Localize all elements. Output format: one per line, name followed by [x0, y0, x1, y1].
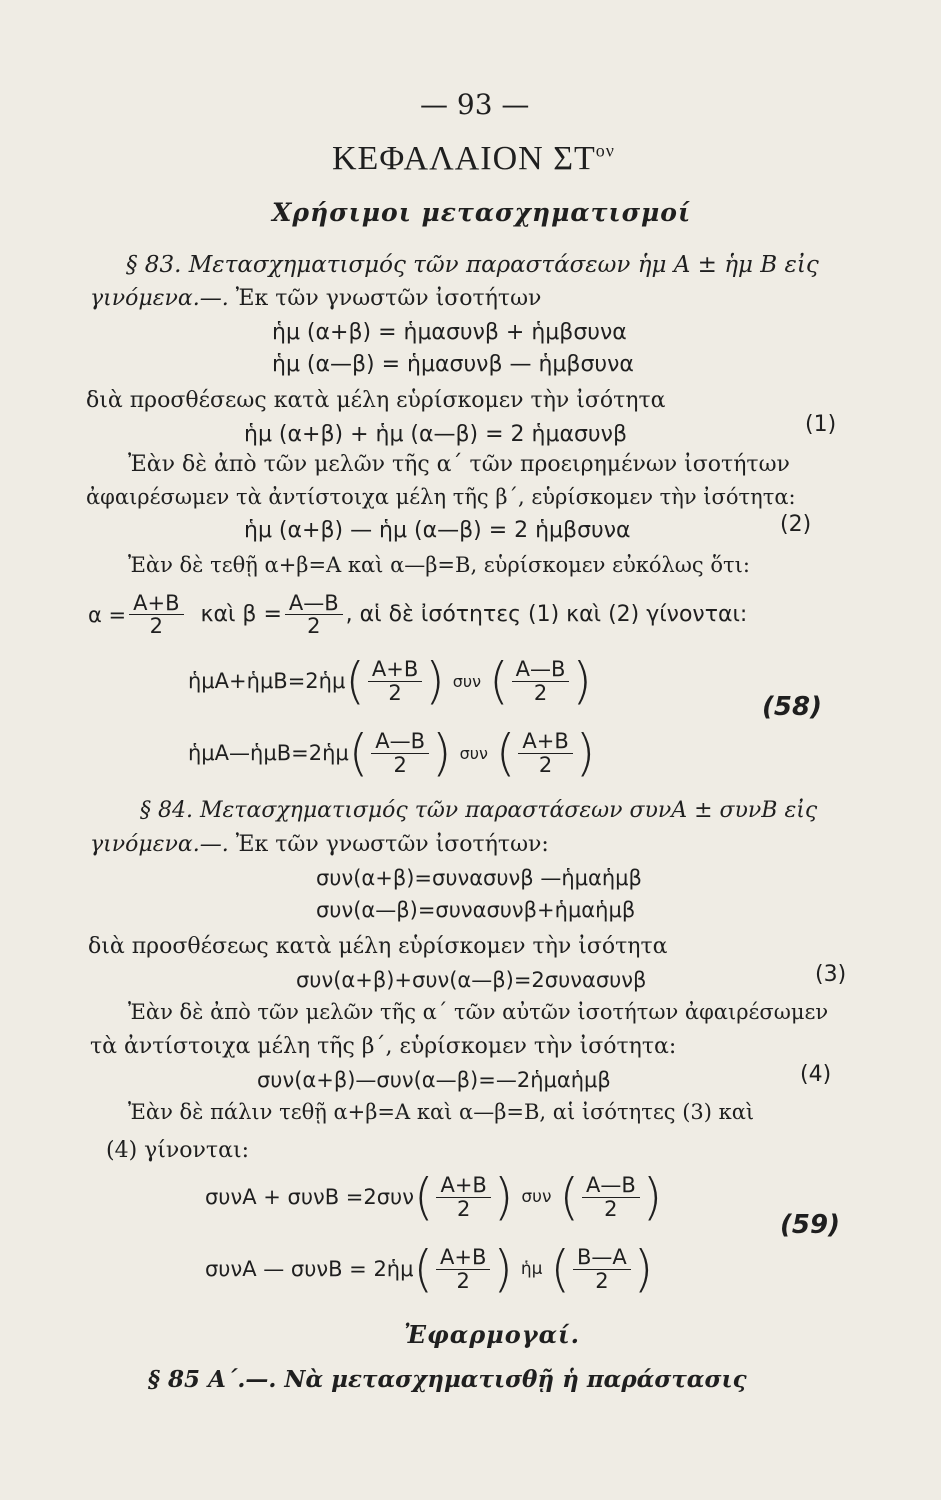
formula-59b-lhs: συνΑ — συνΒ = 2ἡμ — [205, 1257, 414, 1281]
numerator: Α+Β — [518, 730, 572, 753]
s84-eq3-number: (3) — [815, 962, 847, 987]
hm-label: ἡμ — [520, 1259, 543, 1279]
formula-59-label: (59) — [780, 1210, 840, 1240]
s83-set-line: Ἐὰν δὲ τεθῇ α+β=Α καὶ α—β=Β, εὑρίσκομεν εὐκόλως ὅτι: — [128, 553, 750, 577]
numerator: Α+Β — [368, 658, 422, 681]
denominator: 2 — [149, 614, 163, 639]
numerator: Α+Β — [129, 592, 183, 615]
s85-heading: § 85 Α΄.—. Νὰ μετασχηματισθῇ ἡ παράστασις — [148, 1366, 747, 1393]
fraction-a-plus-b — [368, 658, 422, 703]
s84-set-line2: (4) γίνονται: — [106, 1138, 249, 1163]
s83-heading-cont — [90, 286, 541, 311]
fraction-a-minus-b — [582, 1174, 640, 1219]
s84-add-line: διὰ προσθέσεως κατὰ μέλη εὑρίσκομεν τὴν ἰσότητα — [88, 934, 668, 959]
s84-identity-diff: συν(α—β)=συνασυνβ+ἡμαἡμβ — [316, 898, 636, 922]
denominator: 2 — [604, 1196, 618, 1221]
alpha-eq: α = — [88, 602, 127, 627]
s83-eq1-number: (1) — [805, 412, 837, 437]
s84-eq3: συν(α+β)+συν(α—β)=2συνασυνβ — [296, 968, 647, 992]
chapter-title-text: ΚΕΦΑΛΑΙΟΝ ΣΤ — [332, 140, 596, 177]
numerator: Α—Β — [512, 658, 570, 681]
s83-tail: , αἱ δὲ ἰσότητες (1) καὶ (2) γίνονται: — [345, 602, 748, 628]
s84-eq4: συν(α+β)—συν(α—β)=—2ἡμαἡμβ — [257, 1068, 611, 1092]
fraction-a-plus-b — [129, 592, 183, 637]
fraction-b-minus-a — [573, 1246, 631, 1291]
s84-sub-line1: Ἐὰν δὲ ἀπὸ τῶν μελῶν τῆς α΄ τῶν αὐτῶν ἰσοτήτων ἀφαιρέσωμεν — [128, 1000, 829, 1024]
fraction-a-plus-b — [436, 1174, 490, 1219]
s83-heading-end: γινόμενα.—. — [90, 286, 229, 311]
denominator: 2 — [456, 1196, 471, 1221]
formula-58a: ἡμΑ+ἡμΒ=2ἡμ ( $\frac{A+B}{2}$ ) συν ( $\frac{A—B}{2}$ ) — [188, 652, 592, 710]
formula-58b-lhs: ἡμΑ—ἡμΒ=2ἡμ — [188, 741, 349, 765]
kai-beta: καὶ β = — [200, 602, 282, 628]
numerator: Β—Α — [573, 1246, 631, 1269]
s84-heading-end: γινόμενα.—. — [90, 832, 229, 857]
syn-label: συν — [459, 743, 488, 763]
fraction-a-minus-b — [512, 658, 570, 703]
numerator: Α—Β — [285, 592, 343, 615]
formula-59a: συνΑ + συνΒ =2συν ( $\frac{A+B}{2}$ ) συν ( $\frac{A—B}{2}$ ) — [205, 1168, 663, 1226]
chapter-title-sup: ον — [595, 140, 615, 161]
denominator: 2 — [456, 1268, 470, 1293]
formula-59a-lhs: συνΑ + συνΒ =2συν — [205, 1185, 414, 1209]
numerator: Α+Β — [436, 1174, 490, 1197]
s83-add-line: διὰ προσθέσεως κατὰ μέλη εὑρίσκομεν τὴν ἰσότητα — [86, 388, 666, 413]
denominator: 2 — [533, 680, 548, 705]
section-subtitle: Χρήσιμοι μετασχηματισμοί — [272, 198, 692, 227]
s84-heading-cont — [90, 832, 549, 857]
s84-identity-sum: συν(α+β)=συνασυνβ —ἡμαἡμβ — [316, 866, 642, 890]
fraction-a-minus-b — [285, 592, 343, 637]
numerator: Α—Β — [582, 1174, 640, 1197]
fraction-a-minus-b — [371, 730, 429, 775]
s84-heading: § 84. Μετασχηματισμός τῶν παραστάσεων συνΑ ± συνΒ εἰς — [140, 798, 818, 823]
s83-sub-line2: ἀφαιρέσωμεν τὰ ἀντίστοιχα μέλη τῆς β΄, εὑρίσκομεν τὴν ἰσότητα: — [86, 485, 796, 509]
s83-heading: § 83. Μετασχηματισμός τῶν παραστάσεων ἡμ Α ± ἡμ Β εἰς — [126, 252, 819, 278]
s83-eq2: ἡμ (α+β) — ἡμ (α—β) = 2 ἡμβσυνα — [244, 518, 631, 543]
denominator: 2 — [595, 1268, 609, 1293]
formula-58-label: (58) — [762, 692, 822, 722]
s83-intro: Ἐκ τῶν γνωστῶν ἰσοτήτων — [235, 286, 542, 311]
formula-58b: ἡμΑ—ἡμΒ=2ἡμ ( $\frac{A—B}{2}$ ) συν ( $\frac{A+B}{2}$ ) — [188, 724, 596, 782]
denominator: 2 — [307, 614, 321, 639]
syn-label: συν — [521, 1187, 552, 1207]
s83-sub-line1: Ἐὰν δὲ ἀπὸ τῶν μελῶν τῆς α΄ τῶν προειρημένων ἰσοτήτων — [128, 452, 790, 477]
s83-eq2-number: (2) — [780, 512, 812, 537]
numerator: Α+Β — [436, 1246, 490, 1269]
page-number: — 93 — — [420, 88, 530, 121]
fraction-a-plus-b — [518, 730, 572, 775]
fraction-a-plus-b — [436, 1246, 490, 1291]
denominator: 2 — [538, 752, 553, 777]
s84-set-line: Ἐὰν δὲ πάλιν τεθῇ α+β=Α καὶ α—β=Β, αἱ ἰσότητες (3) καὶ — [128, 1100, 755, 1124]
denominator: 2 — [393, 752, 407, 777]
denominator: 2 — [388, 680, 402, 705]
s83-alpha-beta-line — [88, 592, 747, 637]
syn-label: συν — [452, 671, 482, 691]
s83-eq1: ἡμ (α+β) + ἡμ (α—β) = 2 ἡμασυνβ — [244, 422, 627, 447]
numerator: Α—Β — [371, 730, 429, 753]
formula-58a-lhs: ἡμΑ+ἡμΒ=2ἡμ — [188, 669, 346, 693]
s84-intro: Ἐκ τῶν γνωστῶν ἰσοτήτων: — [235, 832, 549, 857]
chapter-title — [332, 140, 615, 178]
s83-identity-diff: ἡμ (α—β) = ἡμασυνβ — ἡμβσυνα — [272, 352, 634, 377]
s84-eq4-number: (4) — [800, 1062, 832, 1087]
s84-sub-line2: τὰ ἀντίστοιχα μέλη τῆς β΄, εὑρίσκομεν τὴν ἰσότητα: — [90, 1034, 677, 1059]
s83-identity-sum: ἡμ (α+β) = ἡμασυνβ + ἡμβσυνα — [272, 320, 627, 345]
applications-heading: Ἐφαρμογαί. — [404, 1320, 581, 1349]
formula-59b: συνΑ — συνΒ = 2ἡμ ( $\frac{A+B}{2}$ ) ἡμ ( $\frac{B—A}{2}$ ) — [205, 1240, 654, 1298]
